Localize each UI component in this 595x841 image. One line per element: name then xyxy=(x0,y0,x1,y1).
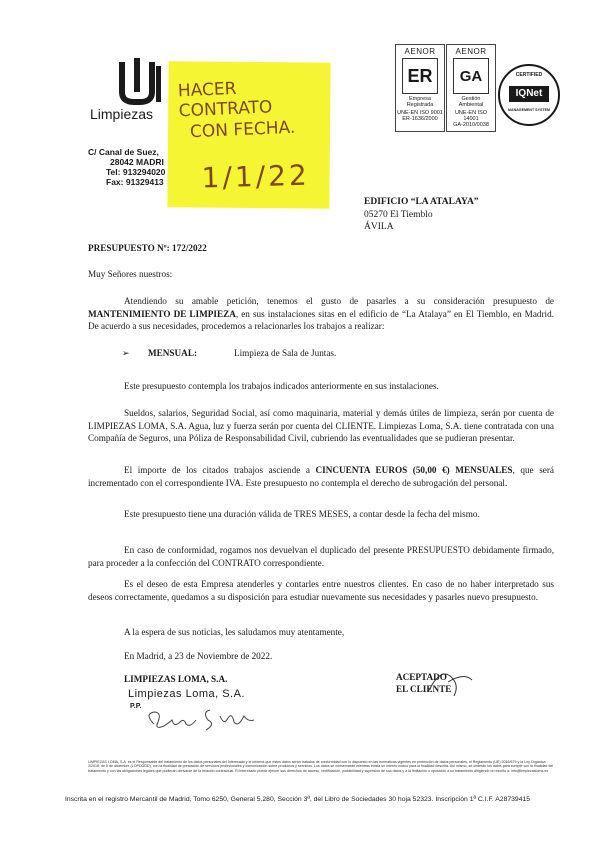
bullet-text: Limpieza de Sala de Juntas. xyxy=(234,348,337,358)
cert-label: Gestión xyxy=(461,96,481,102)
client-signature-scribble xyxy=(420,662,480,702)
paragraph-validity: Este presupuesto tiene una duración válida de TRES MESES, a contar desde la fecha del mismo. xyxy=(124,509,480,519)
iqnet-mark: IQNet xyxy=(509,86,549,102)
aenor-er-badge xyxy=(395,44,445,132)
address-street: C/ Canal de Suez, xyxy=(88,147,159,157)
er-mark-icon: ER xyxy=(402,58,438,94)
note-date: 1/1/22 xyxy=(201,158,311,195)
aenor-ga-badge xyxy=(446,44,496,132)
cert-org: AENOR xyxy=(455,47,487,56)
cert-label: Ambiental xyxy=(458,102,484,108)
iqnet-badge xyxy=(498,64,560,126)
cert-label: Empresa xyxy=(408,96,431,102)
paragraph-amount: El importe de los citados trabajos asciende a CINCUENTA EUROS (50,00 €) MENSUALES, que será incrementado con el correspondiente IVA. Este presupuesto no contempla el derecho de subrogación del personal. xyxy=(88,465,554,488)
company-name: Limpiezas xyxy=(90,106,154,122)
paragraph-costs: Sueldos, salarios, Seguridad Social, así como maquinaria, material y demás útiles de limpieza, serán por cuenta de LIMPIEZAS LOMA, S.A. Agua, luz y fuerza serán por cuenta del CLIENTE. Limpiezas Loma, S.A. tiene contratada con una Compañía de Seguros, una Póliza de Responsabilidad Civil, cubriendo las eventualidades que se pudieran presentar. xyxy=(88,408,554,444)
bullet-arrow-icon: ➢ xyxy=(122,348,130,358)
cert-standard: UNE-EN ISO 9001 xyxy=(397,110,443,116)
privacy-notice: LIMPIEZAS LOMA, S.A. es el Responsable del tratamiento de los datos personales del Interesado y le informa que estos datos serán tratados de conformidad con lo dispuesto en las normativas vigentes en protección de datos personales, el Reglamento (UE) 2016/679 y la Ley Orgánica 3/2018, de 5 de diciembre (LOPDGDD), con la finalidad de prestación de servicios profesionales y comunicación sobre productos y servicios. Los datos se conservarán mientras exista un interés mutuo para la finalidad descrita. Así mismo, se cederán los datos para cumplir con la finalidad del tratamiento y con las obligaciones legales que pudieran derivarse de la relación contractual. El Interesado puede ejercer sus derechos de acceso, rectificación, portabilidad y supresión de sus datos y a la limitación u oposición a su tratamiento dirigiendo un escrito a: info@limpiezasloma.es xyxy=(88,760,554,773)
greeting: Muy Señores nuestros: xyxy=(88,269,173,279)
recipient-city: 05270 El Tiemblo xyxy=(364,210,433,220)
registry-line: Inscrita en el registro Mercantil de Madrid, Tomo 6250, General 5.280, Sección 3ª, del Libro de Sociedades 30 hoja 52323. Inscripción 1ª C.I.F. A28739415 xyxy=(64,796,531,803)
note-line: CON FECHA. xyxy=(189,117,296,143)
address-fax: Fax: 91329413 xyxy=(106,177,164,187)
signature-pp: P.P. xyxy=(130,703,142,710)
company-stamp: Limpiezas Loma, S.A. xyxy=(128,688,245,700)
cert-label: Registrada xyxy=(406,102,434,108)
date-line: En Madrid, a 23 de Noviembre de 2022. xyxy=(124,651,273,661)
paragraph-intro: Atendiendo su amable petición, tenemos el gusto de pasarles a su consideración presupuesto de MANTENIMIENTO DE LIMPIEZA, en sus instalaciones sitas en el edificio de “La Atalaya” en El Tiemblo, en Madrid. De acuerdo a sus necesidades, procedemos a relacionarles los trabajos a realizar: xyxy=(88,296,554,332)
cert-code: ER-1636/2000 xyxy=(402,116,438,122)
paragraph-closing: A la espera de sus noticias, les saludamos muy atentamente, xyxy=(124,627,345,637)
note-line: HACER CONTRATO xyxy=(177,78,273,122)
recipient-name: EDIFICIO “LA ATALAYA” xyxy=(364,197,479,207)
sticky-note xyxy=(167,61,330,208)
cert-code: GA-2010/0038 xyxy=(453,122,489,128)
paragraph-conformity: En caso de conformidad, rogamos nos devuelvan el duplicado del presente PRESUPUESTO debidamente firmado, para proceder a la confección del CONTRATO correspondiente. xyxy=(88,545,554,568)
recipient-province: ÁVILA xyxy=(364,222,394,232)
handwritten-signature xyxy=(140,702,270,736)
budget-ref: PRESUPUESTO Nº: 172/2022 xyxy=(88,243,207,253)
address-city: 28042 MADRI xyxy=(110,157,164,167)
company-logo xyxy=(112,58,162,106)
bullet-item xyxy=(88,347,554,360)
bullet-label: MENSUAL: xyxy=(148,348,198,358)
ga-mark-icon: GA xyxy=(453,58,489,94)
iqnet-bottom-text: MANAGEMENT SYSTEM xyxy=(508,108,550,112)
address-tel: Tel: 913294020 xyxy=(106,167,166,177)
paragraph-wish: Es el deseo de esta Empresa atenderles y contarles entre nuestros clientes. En caso de no haber interpretado sus deseos correctamente, quedamos a su disposición para estudiar nuevamente sus necesidades y pasarles nuevo presupuesto. xyxy=(88,579,554,602)
cert-org: AENOR xyxy=(404,47,436,56)
signature-company: LIMPIEZAS LOMA, S.A. xyxy=(124,674,228,684)
iqnet-top-text: CERTIFIED xyxy=(515,72,543,78)
cert-standard: UNE-EN ISO 14001 xyxy=(454,110,488,122)
client-label: EL CLIENTE xyxy=(396,684,452,694)
paragraph-scope: Este presupuesto contempla los trabajos indicados anteriormente en sus instalaciones. xyxy=(124,381,439,391)
accepted-label: ACEPTADO xyxy=(396,672,447,682)
